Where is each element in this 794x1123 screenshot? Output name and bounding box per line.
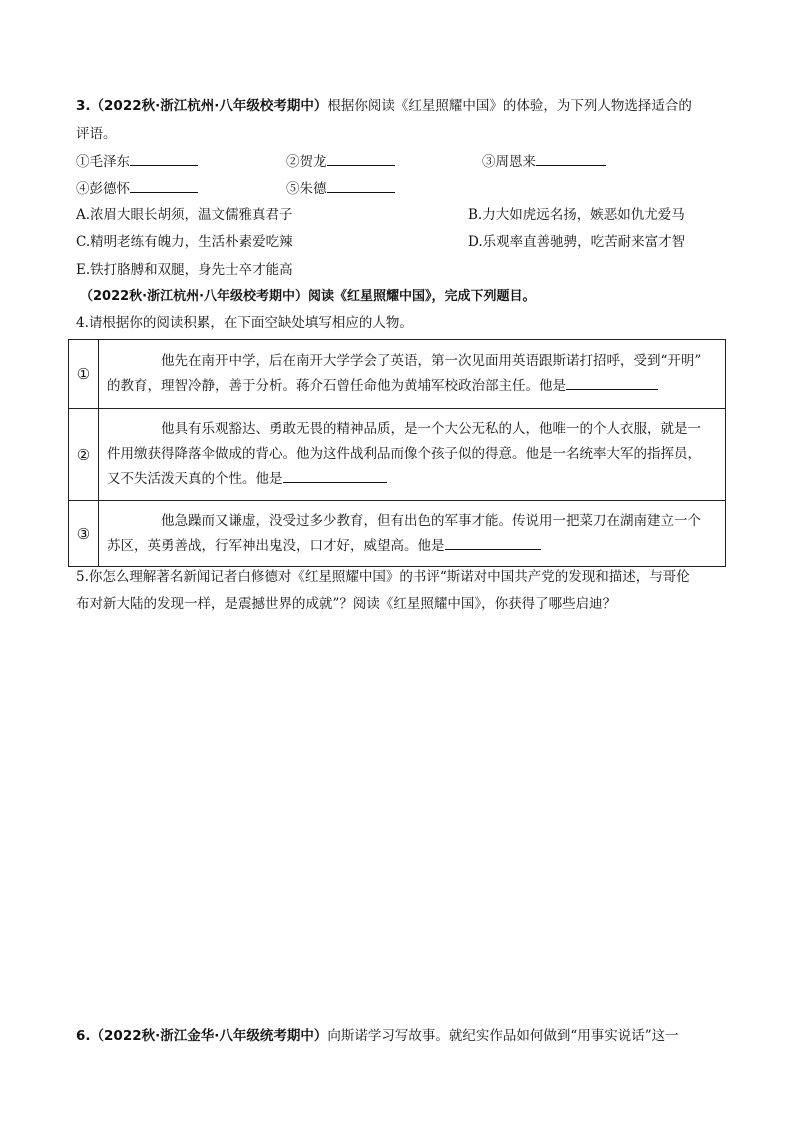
- table-row: [69, 501, 726, 567]
- q3-person-3: ③周恩来: [482, 151, 606, 172]
- q3-option-c: C.精明老练有魄力，生活朴素爱吃辣: [76, 234, 293, 250]
- row-number: ②: [69, 409, 99, 501]
- row-number: ①: [69, 340, 99, 409]
- row-text: 他先在南开中学，后在南开大学学会了英语，第一次见面用英语跟斯诺打招呼，受到“开明” 的教育，理智冷静，善于分析。蒋介石曾任命他为黄埔军校政治部主任。他是: [99, 340, 726, 409]
- q3-option-e: E.铁打胳膊和双腿，身先士卒才能高: [76, 262, 293, 278]
- q5-answer-area[interactable]: [76, 624, 716, 1004]
- q3-stem-line2: 评语。: [76, 126, 117, 142]
- answer-blank[interactable]: [283, 468, 387, 483]
- q3-person-2: ②贺龙: [286, 151, 395, 172]
- q3-stem-line1: [76, 96, 692, 116]
- q3-number: 3.: [76, 98, 91, 114]
- q3-option-a: A.浓眉大眼长胡须，温文儒雅真君子: [76, 207, 293, 223]
- q3-person-4: ④彭德怀: [76, 178, 198, 199]
- q5-line1: 5.你怎么理解著名新闻记者白修德对《红星照耀中国》的书评“斯诺对中国共产党的发现和描述，与哥伦: [76, 569, 690, 585]
- answer-blank[interactable]: [536, 151, 606, 166]
- row-text: 他急躁而又谦虚，没受过多少教育，但有出色的军事才能。传说用一把菜刀在湖南建立一个 苏区，英勇善战，行军神出鬼没，口才好，威望高。他是: [99, 501, 726, 567]
- q4-stem: 4.请根据你的阅读积累，在下面空缺处填写相应的人物。: [76, 315, 413, 331]
- answer-blank[interactable]: [130, 178, 198, 193]
- q6-number: 6.: [76, 1028, 91, 1044]
- q4-table: [68, 339, 726, 567]
- q3-stem-text: 根据你阅读《红星照耀中国》的体验，为下列人物选择适合的: [327, 98, 692, 114]
- q3-person-5: ⑤朱德: [286, 178, 395, 199]
- q6-line1: [76, 1026, 679, 1046]
- q5-line2: 布对新大陆的发现一样，是震撼世界的成就”？阅读《红星照耀中国》，你获得了哪些启迪？: [76, 596, 617, 612]
- q3-option-b: B.力大如虎远名扬，嫉恶如仇尤爱马: [468, 207, 685, 223]
- q6-text: 向斯诺学习写故事。就纪实作品如何做到“用事实说话”这一: [327, 1028, 679, 1044]
- answer-blank[interactable]: [327, 178, 395, 193]
- answer-blank[interactable]: [566, 375, 658, 390]
- row-text: 他具有乐观豁达、勇敢无畏的精神品质，是一个大公无私的人，他唯一的个人衣服，就是一 件用缴获得降落伞做成的背心。他为这件战利品而像个孩子似的得意。他是一名统率大军的指挥员， 又不失活泼天真的个性。他是: [99, 409, 726, 501]
- q3-option-d: D.乐观率直善驰骋，吃苦耐来富才智: [468, 234, 686, 250]
- q3-source: （2022秋·浙江杭州·八年级校考期中）: [90, 98, 328, 114]
- table-row: [69, 340, 726, 409]
- row-number: ③: [69, 501, 99, 567]
- answer-blank[interactable]: [327, 151, 395, 166]
- group-header: （2022秋·浙江杭州·八年级校考期中）阅读《红星照耀中国》，完成下列题目。: [80, 289, 536, 304]
- answer-blank[interactable]: [130, 151, 198, 166]
- q6-source: （2022秋·浙江金华·八年级统考期中）: [90, 1028, 328, 1044]
- q3-person-1: ①毛泽东: [76, 151, 198, 172]
- table-row: [69, 409, 726, 501]
- answer-blank[interactable]: [445, 535, 541, 550]
